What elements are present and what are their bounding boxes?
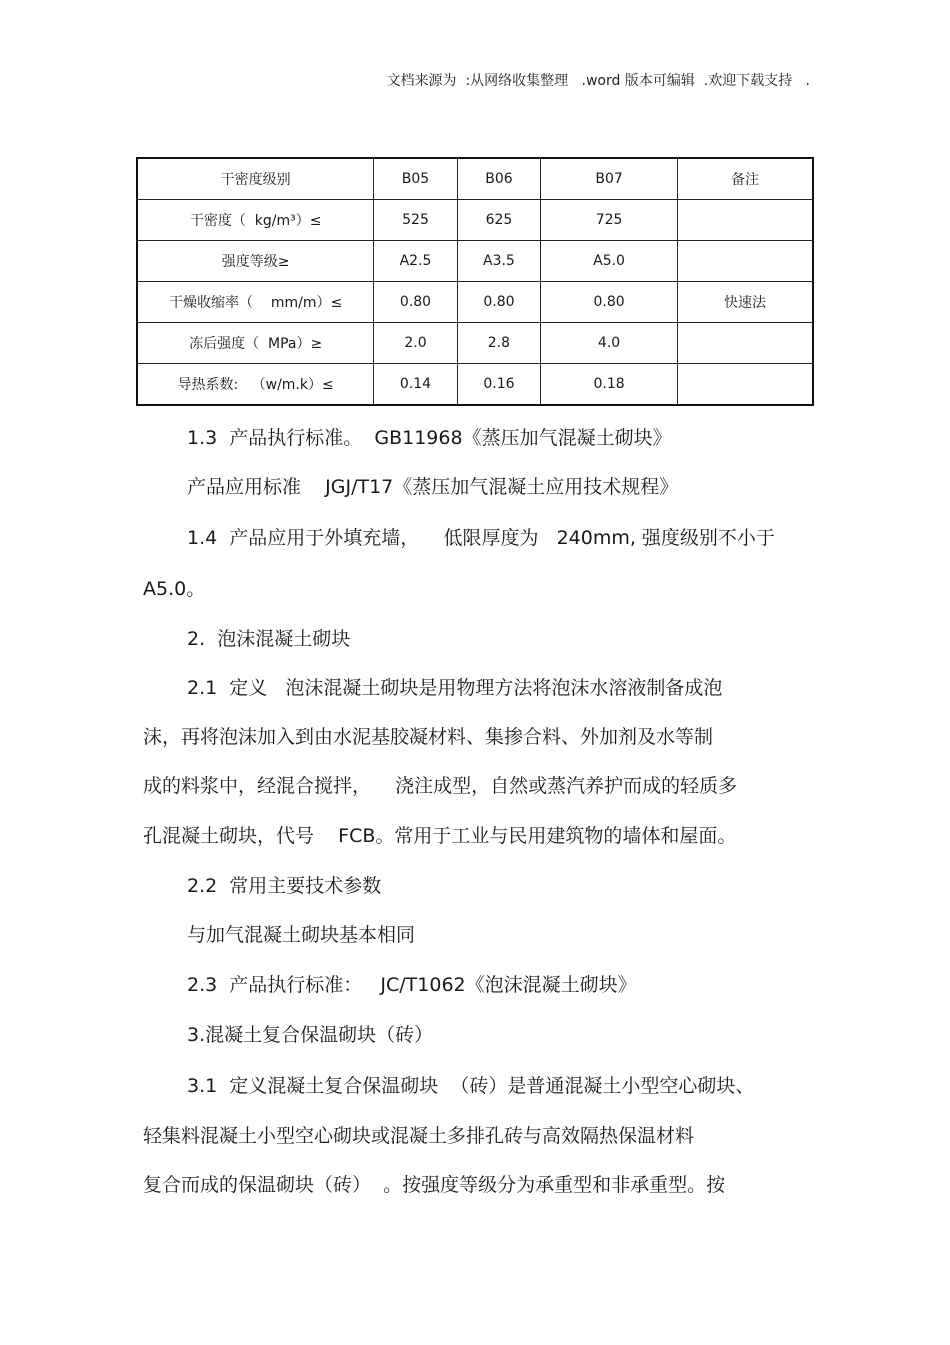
table-header-cell: 备注 (677, 158, 813, 200)
table-cell: 0.16 (457, 364, 540, 406)
section-3-1-definition-line2: 轻集料混凝土小型空心砌块或混凝土多排孔砖与高效隔热保温材料 (143, 1125, 695, 1147)
table-cell: 0.80 (457, 282, 540, 323)
table-cell: 2.8 (457, 323, 540, 364)
table-header-cell: 干密度级别 (137, 158, 374, 200)
table-header-cell: B06 (457, 158, 540, 200)
table-cell: A5.0 (541, 241, 678, 282)
section-2-2-text: 与加气混凝土砌块基本相同 (187, 924, 416, 946)
section-2-1-definition-line3: 成的料浆中，经混合搅拌， 浇注成型，自然或蒸汽养护而成的轻质多 (143, 775, 738, 797)
table-cell: 0.80 (374, 282, 457, 323)
table-cell: 4.0 (541, 323, 678, 364)
section-1-3-execution-standard: 1.3 产品执行标准。 GB11968《蒸压加气混凝土砌块》 (187, 427, 672, 449)
table-row (137, 323, 813, 364)
table-row (137, 241, 813, 282)
table-cell: 导热系数: （w/m.k）≤ (137, 364, 374, 406)
section-2-3-standard: 2.3 产品执行标准： JC/T1062《泡沫混凝土砌块》 (187, 974, 637, 996)
table-cell: 干燥收缩率（ mm/m）≤ (137, 282, 374, 323)
section-3-1-definition: 3.1 定义混凝土复合保温砌块 （砖）是普通混凝土小型空心砌块、 (187, 1075, 755, 1097)
table-row (137, 200, 813, 241)
table-cell (677, 323, 813, 364)
section-1-4-paragraph-cont: A5.0。 (143, 578, 206, 600)
table-header-cell: B05 (374, 158, 457, 200)
table-cell: A2.5 (374, 241, 457, 282)
table-cell: 0.18 (541, 364, 678, 406)
application-standard-line: 产品应用标准 JGJ/T17《蒸压加气混凝土应用技术规程》 (187, 476, 679, 498)
table-cell: 2.0 (374, 323, 457, 364)
section-2-2-heading: 2.2 常用主要技术参数 (187, 875, 382, 897)
table-cell: 625 (457, 200, 540, 241)
section-2-1-definition-line2: 沫，再将泡沫加入到由水泥基胶凝材料、集掺合料、外加剂及水等制 (143, 726, 714, 748)
table-cell (677, 364, 813, 406)
section-2-heading: 2. 泡沫混凝土砌块 (187, 628, 351, 650)
table-cell (677, 241, 813, 282)
table-cell: 0.14 (374, 364, 457, 406)
table-cell: 干密度（ kg/m³）≤ (137, 200, 374, 241)
table-row (137, 282, 813, 323)
table-cell: 525 (374, 200, 457, 241)
table-cell: 725 (541, 200, 678, 241)
table-row (137, 364, 813, 406)
section-3-1-definition-line3: 复合而成的保温砌块（砖） 。按强度等级分为承重型和非承重型。按 (143, 1174, 726, 1196)
table-cell: 强度等级≥ (137, 241, 374, 282)
section-2-1-definition-line4: 孔混凝土砌块，代号 FCB。常用于工业与民用建筑物的墙体和屋面。 (143, 825, 737, 847)
table-cell: 冻后强度（ MPa）≥ (137, 323, 374, 364)
table-header-row (137, 158, 813, 200)
table-cell: 快速法 (677, 282, 813, 323)
density-grade-table (136, 157, 814, 406)
table-header-cell: B07 (541, 158, 678, 200)
table-cell: A3.5 (457, 241, 540, 282)
section-1-4-paragraph: 1.4 产品应用于外填充墙， 低限厚度为 240mm, 强度级别不小于 (187, 527, 775, 549)
table-cell (677, 200, 813, 241)
page-header-source-note: 文档来源为 :从网络收集整理 .word 版本可编辑 .欢迎下载支持 . (386, 73, 810, 89)
section-2-1-definition: 2.1 定义 泡沫混凝土砌块是用物理方法将泡沫水溶液制备成泡 (187, 677, 723, 699)
section-3-heading: 3.混凝土复合保温砌块（砖） (187, 1024, 434, 1046)
table-cell: 0.80 (541, 282, 678, 323)
